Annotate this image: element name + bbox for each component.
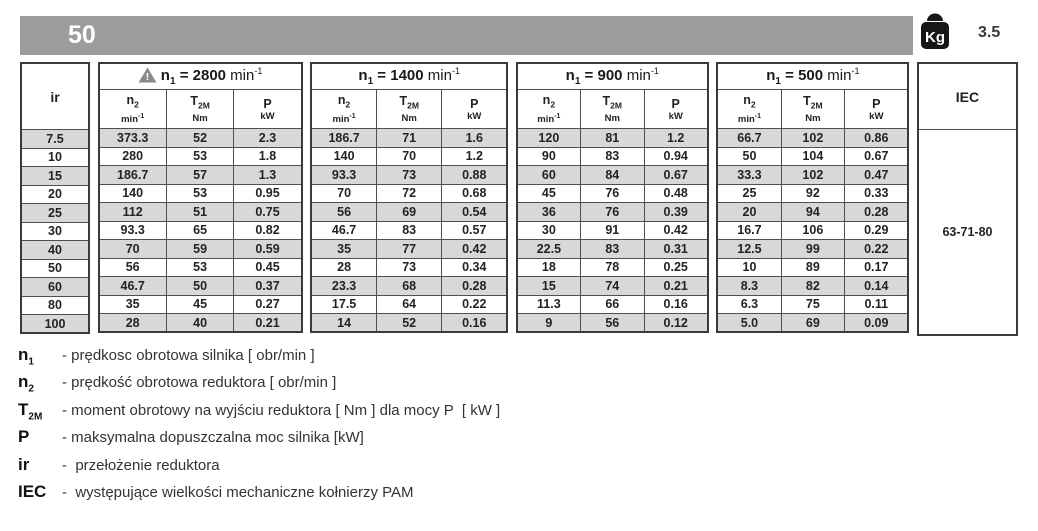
value-cell: 0.14: [845, 277, 909, 296]
ir-cell: 100: [21, 315, 89, 334]
value-cell: 66.7: [717, 129, 781, 148]
value-cell: 0.82: [234, 221, 302, 240]
value-cell: 0.48: [644, 184, 708, 203]
value-cell: 0.42: [442, 240, 507, 259]
value-cell: 0.34: [442, 258, 507, 277]
legend-symbol: $T_{2M}$: [18, 399, 43, 423]
value-cell: 23.3: [311, 277, 376, 296]
ir-cell: 40: [21, 241, 89, 260]
value-cell: 51: [166, 203, 234, 222]
value-cell: 91: [580, 221, 644, 240]
ir-cell: 60: [21, 278, 89, 297]
value-cell: 0.88: [442, 166, 507, 185]
table-row: [717, 184, 908, 203]
speed-group-900: [516, 62, 709, 333]
ir-cell: 15: [21, 167, 89, 186]
table-row: [517, 166, 708, 185]
legend-row-ir: [18, 455, 500, 482]
legend-symbol: $n_2$: [18, 372, 34, 395]
legend-text: - prędkosc obrotowa silnika [ obr/min ]: [62, 347, 315, 364]
group-body: [99, 129, 302, 333]
ir-cell: 25: [21, 204, 89, 223]
column-header: P kW: [845, 90, 909, 129]
value-cell: 1.8: [234, 147, 302, 166]
value-cell: 33.3: [717, 166, 781, 185]
group-title-900: $n_1 = 900$ $\min^{-1}$: [517, 63, 708, 90]
value-cell: 0.22: [845, 240, 909, 259]
value-cell: 69: [781, 314, 845, 333]
value-cell: 53: [166, 147, 234, 166]
group-title-1400: $n_1 = 1400$ $\min^{-1}$: [311, 63, 507, 90]
value-cell: 89: [781, 258, 845, 277]
table-row: [717, 129, 908, 148]
value-cell: 15: [517, 277, 581, 296]
value-cell: 0.25: [644, 258, 708, 277]
subheader-row: [517, 90, 708, 129]
legend-text: - moment obrotowy na wyjściu reduktora [ Nm ] dla mocy P [ kW ]: [62, 401, 501, 419]
value-cell: 0.09: [845, 314, 909, 333]
value-cell: 0.21: [234, 314, 302, 333]
value-cell: 9: [517, 314, 581, 333]
value-cell: 28: [311, 258, 376, 277]
subheader-row: [311, 90, 507, 129]
table-row: [21, 296, 89, 315]
value-cell: 0.28: [442, 277, 507, 296]
value-cell: 66: [580, 295, 644, 314]
value-cell: 0.42: [644, 221, 708, 240]
value-cell: 22.5: [517, 240, 581, 259]
table-row: [99, 295, 302, 314]
table-row: [99, 277, 302, 296]
value-cell: 0.68: [442, 184, 507, 203]
ir-body: [21, 130, 89, 334]
table-row: [717, 314, 908, 333]
value-cell: 70: [377, 147, 442, 166]
group-body: [717, 129, 908, 333]
value-cell: 45: [517, 184, 581, 203]
value-cell: 8.3: [717, 277, 781, 296]
value-cell: 0.17: [845, 258, 909, 277]
legend-symbol: ir: [18, 454, 30, 474]
value-cell: 102: [781, 166, 845, 185]
table-row: [717, 277, 908, 296]
column-header: P kW: [644, 90, 708, 129]
table-row: [99, 147, 302, 166]
value-cell: 82: [781, 277, 845, 296]
value-cell: 0.31: [644, 240, 708, 259]
value-cell: 52: [377, 314, 442, 333]
iec-value: 63-71-80: [918, 130, 1017, 336]
table-row: [21, 204, 89, 223]
value-cell: 106: [781, 221, 845, 240]
table-row: [311, 147, 507, 166]
value-cell: 93.3: [99, 221, 167, 240]
table-row: [311, 184, 507, 203]
legend-text: - maksymalna dopuszczalna moc silnika [kW]: [62, 429, 364, 447]
value-cell: 0.11: [845, 295, 909, 314]
value-cell: 73: [377, 258, 442, 277]
table-row: [99, 184, 302, 203]
table-row: [717, 258, 908, 277]
table-row: [311, 258, 507, 277]
value-cell: 35: [99, 295, 167, 314]
table-row: [99, 166, 302, 185]
value-cell: 30: [517, 221, 581, 240]
column-header: P kW: [442, 90, 507, 129]
table-row: [21, 222, 89, 241]
value-cell: 0.75: [234, 203, 302, 222]
table-row: [517, 184, 708, 203]
value-cell: 73: [377, 166, 442, 185]
kg-weight-icon: [916, 7, 954, 51]
speed-group-500: [716, 62, 909, 333]
value-cell: 186.7: [311, 129, 376, 148]
table-row: [517, 277, 708, 296]
ir-column-header: ir: [21, 63, 89, 130]
value-cell: 6.3: [717, 295, 781, 314]
value-cell: 46.7: [311, 221, 376, 240]
value-cell: 57: [166, 166, 234, 185]
value-cell: 5.0: [717, 314, 781, 333]
table-row: [99, 240, 302, 259]
table-row: [311, 203, 507, 222]
speed-group-2800: [98, 62, 303, 333]
table-row: [21, 315, 89, 334]
value-cell: 65: [166, 221, 234, 240]
table-row: [21, 278, 89, 297]
legend: [18, 345, 500, 509]
subheader-row: [717, 90, 908, 129]
legend-text: - występujące wielkości mechaniczne kołnierzy PAM: [62, 483, 414, 501]
value-cell: 112: [99, 203, 167, 222]
value-cell: 0.16: [644, 295, 708, 314]
table-row: [21, 185, 89, 204]
table-row: [517, 147, 708, 166]
table-row: [99, 129, 302, 148]
value-cell: 0.21: [644, 277, 708, 296]
value-cell: 69: [377, 203, 442, 222]
iec-header: IEC: [918, 63, 1017, 130]
value-cell: 0.33: [845, 184, 909, 203]
table-row: [517, 203, 708, 222]
speed-group-1400: [310, 62, 508, 333]
weight-value: 3.5: [978, 24, 1001, 41]
value-cell: 64: [377, 295, 442, 314]
group-body: [311, 129, 507, 333]
legend-text: - prędkość obrotowa reduktora [ obr/min ]: [62, 374, 337, 392]
table-row: [311, 295, 507, 314]
column-header: $T_{2M}$ Nm: [781, 90, 845, 129]
value-cell: 70: [311, 184, 376, 203]
table-row: [717, 221, 908, 240]
table-row: [517, 129, 708, 148]
value-cell: 53: [166, 184, 234, 203]
iec-table: [917, 62, 1018, 336]
legend-symbol: P: [18, 427, 30, 447]
table-row: [517, 295, 708, 314]
legend-row-iec: [18, 482, 500, 509]
column-header: $n_2$ $\min^{-1}$: [311, 90, 376, 129]
value-cell: 74: [580, 277, 644, 296]
value-cell: 280: [99, 147, 167, 166]
legend-row-p: [18, 427, 500, 454]
table-row: [21, 241, 89, 260]
value-cell: 52: [166, 129, 234, 148]
value-cell: 76: [580, 203, 644, 222]
table-row: [21, 148, 89, 167]
ir-cell: 20: [21, 185, 89, 204]
value-cell: 0.95: [234, 184, 302, 203]
value-cell: 17.5: [311, 295, 376, 314]
value-cell: 84: [580, 166, 644, 185]
value-cell: 90: [517, 147, 581, 166]
value-cell: 11.3: [517, 295, 581, 314]
group-title-2800: ! $n_1 = 2800$ $\min^{-1}$: [99, 63, 302, 90]
value-cell: 50: [166, 277, 234, 296]
value-cell: 1.2: [644, 129, 708, 148]
value-cell: 0.28: [845, 203, 909, 222]
value-cell: 16.7: [717, 221, 781, 240]
column-header: $T_{2M}$ Nm: [377, 90, 442, 129]
value-cell: 56: [580, 314, 644, 333]
value-cell: 40: [166, 314, 234, 333]
value-cell: 10: [717, 258, 781, 277]
column-header: $n_2$ $\min^{-1}$: [517, 90, 581, 129]
table-row: [517, 221, 708, 240]
table-row: [99, 221, 302, 240]
ratings-table: [20, 62, 1018, 336]
value-cell: 70: [99, 240, 167, 259]
legend-symbol: IEC: [18, 481, 47, 501]
value-cell: 0.12: [644, 314, 708, 333]
value-cell: 0.45: [234, 258, 302, 277]
value-cell: 104: [781, 147, 845, 166]
value-cell: 94: [781, 203, 845, 222]
value-cell: 78: [580, 258, 644, 277]
value-cell: 83: [580, 240, 644, 259]
value-cell: 0.94: [644, 147, 708, 166]
table-row: [21, 259, 89, 278]
table-row: [311, 314, 507, 333]
table-row: [717, 147, 908, 166]
value-cell: 0.59: [234, 240, 302, 259]
value-cell: 92: [781, 184, 845, 203]
value-cell: 0.37: [234, 277, 302, 296]
column-header: P kW: [234, 90, 302, 129]
value-cell: 72: [377, 184, 442, 203]
value-cell: 0.57: [442, 221, 507, 240]
value-cell: 12.5: [717, 240, 781, 259]
value-cell: 99: [781, 240, 845, 259]
table-row: [21, 130, 89, 149]
table-row: [311, 166, 507, 185]
value-cell: 0.67: [644, 166, 708, 185]
value-cell: 83: [377, 221, 442, 240]
table-row: [717, 240, 908, 259]
value-cell: 0.39: [644, 203, 708, 222]
value-cell: 77: [377, 240, 442, 259]
value-cell: 120: [517, 129, 581, 148]
ir-cell: 50: [21, 259, 89, 278]
value-cell: 36: [517, 203, 581, 222]
value-cell: 0.29: [845, 221, 909, 240]
column-header: $T_{2M}$ Nm: [166, 90, 234, 129]
legend-symbol: $n_1$: [18, 345, 34, 368]
column-header: $n_2$ $\min^{-1}$: [99, 90, 167, 129]
table-row: [99, 203, 302, 222]
value-cell: 35: [311, 240, 376, 259]
legend-row-n1: [18, 345, 500, 372]
value-cell: 18: [517, 258, 581, 277]
table-row: [99, 258, 302, 277]
group-title-500: $n_1 = 500$ $\min^{-1}$: [717, 63, 908, 90]
subheader-row: [99, 90, 302, 129]
value-cell: 81: [580, 129, 644, 148]
model-header-bar: [20, 16, 913, 55]
ir-cell: 30: [21, 222, 89, 241]
value-cell: 25: [717, 184, 781, 203]
ir-table: [20, 62, 90, 334]
value-cell: 46.7: [99, 277, 167, 296]
ir-cell: 7.5: [21, 130, 89, 149]
value-cell: 50: [717, 147, 781, 166]
value-cell: 71: [377, 129, 442, 148]
value-cell: 1.6: [442, 129, 507, 148]
value-cell: 0.47: [845, 166, 909, 185]
table-row: [717, 203, 908, 222]
svg-text:!: !: [145, 71, 150, 83]
value-cell: 0.67: [845, 147, 909, 166]
value-cell: 28: [99, 314, 167, 333]
legend-row-n2: [18, 372, 500, 399]
kg-icon-label: Kg: [925, 29, 945, 46]
value-cell: 68: [377, 277, 442, 296]
value-cell: 76: [580, 184, 644, 203]
column-header: $T_{2M}$ Nm: [580, 90, 644, 129]
value-cell: 0.54: [442, 203, 507, 222]
value-cell: 59: [166, 240, 234, 259]
value-cell: 0.86: [845, 129, 909, 148]
table-row: [311, 221, 507, 240]
value-cell: 20: [717, 203, 781, 222]
value-cell: 102: [781, 129, 845, 148]
value-cell: 2.3: [234, 129, 302, 148]
value-cell: 56: [99, 258, 167, 277]
value-cell: 56: [311, 203, 376, 222]
table-row: [311, 240, 507, 259]
value-cell: 140: [99, 184, 167, 203]
value-cell: 373.3: [99, 129, 167, 148]
value-cell: 140: [311, 147, 376, 166]
column-header: $n_2$ $\min^{-1}$: [717, 90, 781, 129]
model-number: 50: [68, 21, 96, 49]
group-body: [517, 129, 708, 333]
value-cell: 1.3: [234, 166, 302, 185]
table-row: [517, 258, 708, 277]
table-row: [517, 314, 708, 333]
table-row: [717, 166, 908, 185]
value-cell: 186.7: [99, 166, 167, 185]
table-row: [21, 167, 89, 186]
value-cell: 0.22: [442, 295, 507, 314]
legend-text: - przełożenie reduktora: [62, 456, 220, 474]
legend-row-t2m: [18, 400, 500, 427]
warning-triangle-icon: [138, 67, 157, 87]
value-cell: 93.3: [311, 166, 376, 185]
table-row: [311, 129, 507, 148]
ir-cell: 80: [21, 296, 89, 315]
value-cell: 14: [311, 314, 376, 333]
value-cell: 53: [166, 258, 234, 277]
value-cell: 0.27: [234, 295, 302, 314]
table-row: [717, 295, 908, 314]
table-row: [311, 277, 507, 296]
table-row: [99, 314, 302, 333]
value-cell: 45: [166, 295, 234, 314]
ir-cell: 10: [21, 148, 89, 167]
value-cell: 60: [517, 166, 581, 185]
value-cell: 0.16: [442, 314, 507, 333]
value-cell: 83: [580, 147, 644, 166]
table-row: [517, 240, 708, 259]
value-cell: 75: [781, 295, 845, 314]
value-cell: 1.2: [442, 147, 507, 166]
